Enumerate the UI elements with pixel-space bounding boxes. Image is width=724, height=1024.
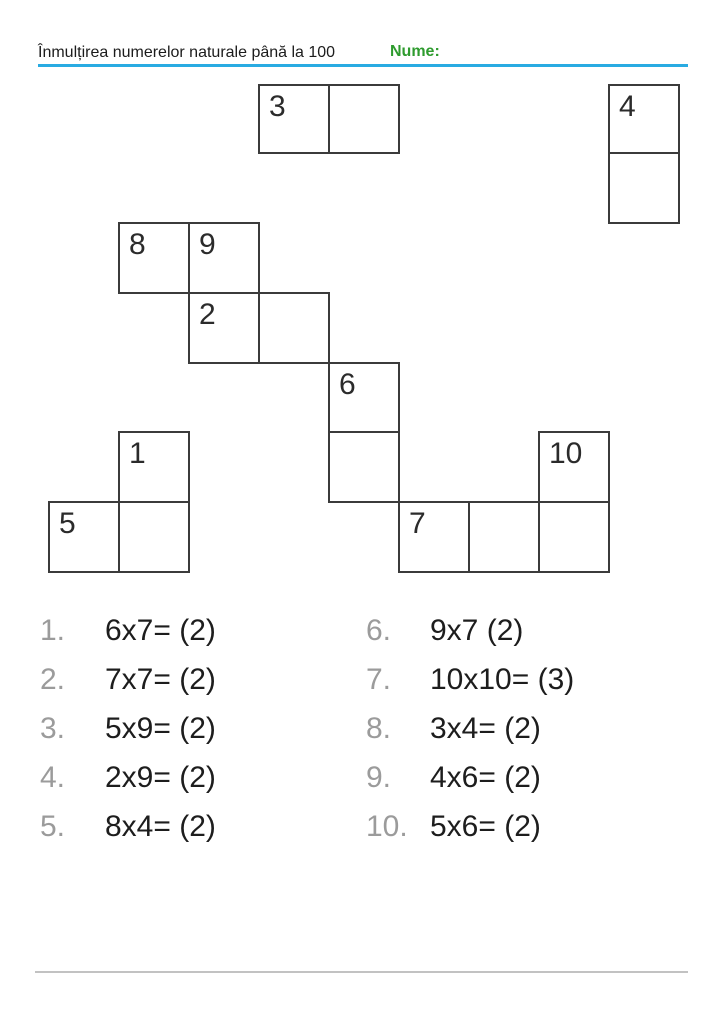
- name-label: Nume:: [390, 43, 440, 60]
- puzzle-cell-8[interactable]: [118, 222, 190, 294]
- puzzle-cell[interactable]: [328, 431, 400, 503]
- puzzle-cell[interactable]: [328, 84, 400, 154]
- exercise-text: 10x10= (3): [430, 662, 575, 696]
- exercise-item: [40, 655, 216, 704]
- exercise-number: 1.: [40, 613, 66, 647]
- puzzle-cell[interactable]: [258, 292, 330, 364]
- exercise-text: 3x4= (2): [430, 711, 541, 745]
- exercise-text: 6x7= (2): [105, 613, 216, 647]
- exercise-number: 6.: [366, 613, 392, 647]
- clue-number: 9: [199, 228, 216, 261]
- exercise-item: [40, 704, 216, 753]
- exercise-text: 9x7 (2): [430, 613, 524, 647]
- clue-number: 6: [339, 368, 356, 401]
- exercise-text: 5x6= (2): [430, 809, 541, 843]
- exercise-number: 4.: [40, 760, 66, 794]
- clue-number: 10: [549, 437, 583, 470]
- clue-number: 3: [269, 90, 286, 123]
- puzzle-cell-1[interactable]: [118, 431, 190, 503]
- footer-divider: [35, 971, 688, 973]
- clue-number: 2: [199, 298, 216, 331]
- exercise-number: 10.: [366, 809, 408, 843]
- clue-number: 1: [129, 437, 146, 470]
- exercise-number: 9.: [366, 760, 392, 794]
- clue-number: 8: [129, 228, 146, 261]
- puzzle-cell-10[interactable]: [538, 431, 610, 503]
- exercise-text: 8x4= (2): [105, 809, 216, 843]
- exercise-text: 4x6= (2): [430, 760, 541, 794]
- puzzle-cell-7[interactable]: [398, 501, 470, 573]
- exercise-item: [366, 655, 574, 704]
- exercise-item: [40, 802, 216, 851]
- clue-number: 4: [619, 90, 636, 123]
- exercise-number: 3.: [40, 711, 66, 745]
- exercise-text: 2x9= (2): [105, 760, 216, 794]
- puzzle-cell[interactable]: [468, 501, 540, 573]
- puzzle-cell[interactable]: [538, 501, 610, 573]
- worksheet-title: Înmulțirea numerelor naturale până la 100: [38, 44, 336, 61]
- exercise-text: 7x7= (2): [105, 662, 216, 696]
- puzzle-cell-2[interactable]: [188, 292, 260, 364]
- exercise-item: [40, 606, 216, 655]
- exercise-item: [366, 802, 574, 851]
- exercise-number: 5.: [40, 809, 66, 843]
- exercise-item: [366, 753, 574, 802]
- exercise-item: [40, 753, 216, 802]
- exercise-list-right: [366, 606, 574, 851]
- exercise-number: 7.: [366, 662, 392, 696]
- puzzle-cell-3[interactable]: [258, 84, 330, 154]
- exercise-number: 2.: [40, 662, 66, 696]
- puzzle-cell-4[interactable]: [608, 84, 680, 154]
- exercise-item: [366, 606, 574, 655]
- puzzle-cell[interactable]: [608, 152, 680, 224]
- clue-number: 7: [409, 507, 426, 540]
- exercise-list-left: [40, 606, 216, 851]
- puzzle-cell[interactable]: [118, 501, 190, 573]
- clue-number: 5: [59, 507, 76, 540]
- puzzle-cell-5[interactable]: [48, 501, 120, 573]
- puzzle-cell-6[interactable]: [328, 362, 400, 433]
- exercise-number: 8.: [366, 711, 392, 745]
- exercise-item: [366, 704, 574, 753]
- exercise-text: 5x9= (2): [105, 711, 216, 745]
- puzzle-cell-9[interactable]: [188, 222, 260, 294]
